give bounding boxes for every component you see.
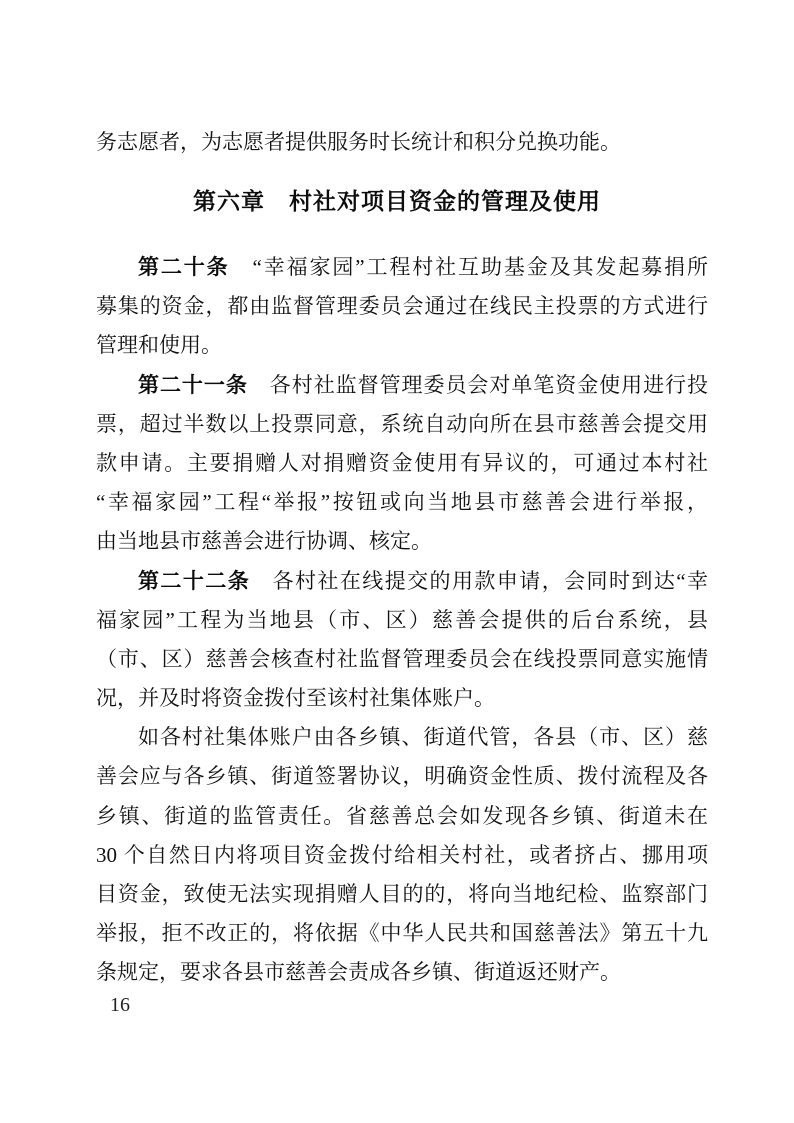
text-line [96,248,708,287]
text-line: 乡镇、街道的监管责任。省慈善总会如发现各乡镇、街道未在 [96,803,708,828]
line-text: 各村社在线提交的用款申请，会同时到达“幸 [250,568,708,593]
document-body [96,248,708,993]
text-line: 管理和使用。 [96,333,222,358]
line-text: “幸福家园”工程村社互助基金及其发起募捐所 [229,255,708,279]
paragraph-continuation-line: 务志愿者，为志愿者提供服务时长统计和积分兑换功能。 [96,130,621,154]
text-line [96,366,708,405]
text-line: 福家园”工程为当地县（市、区）慈善会提供的后台系统，县 [96,607,708,632]
page-number: 16 [110,994,130,1016]
article-number: 第二十条 [138,256,230,279]
text-line: 募集的资金，都由监督管理委员会通过在线民主投票的方式进行 [96,294,708,319]
text-line: 款申请。主要捐赠人对捐赠资金使用有异议的，可通过本村社 [96,450,708,475]
article-number: 第二十一条 [138,373,248,397]
text-line: 况，并及时将资金拨付至该村社集体账户。 [96,686,495,711]
text-line: “幸福家园”工程“举报”按钮或向当地县市慈善会进行举报， [96,490,708,515]
text-line: 30 个自然日内将项目资金拨付给相关村社，或者挤占、挪用项 [96,842,708,867]
text-line: 条规定，要求各县市慈善会责成各乡镇、街道返还财产。 [96,960,621,985]
text-line: 举报，拒不改正的，将依据《中华人民共和国慈善法》第五十九 [96,921,708,946]
line-text: 各村社监督管理委员会对单笔资金使用进行投 [247,372,709,397]
text-line [96,562,708,601]
text-line: 如各村社集体账户由各乡镇、街道代管，各县（市、区）慈 [138,725,708,750]
chapter-heading: 第六章 村社对项目资金的管理及使用 [193,188,601,214]
text-line: 票，超过半数以上投票同意，系统自动向所在县市慈善会提交用 [96,411,708,436]
article-number: 第二十二条 [138,569,251,593]
text-line: 目资金，致使无法实现捐赠人目的的，将向当地纪检、监察部门 [96,882,708,906]
text-line: （市、区）慈善会核查村社监督管理委员会在线投票同意实施情 [96,646,708,671]
text-line: 善会应与各乡镇、街道签署协议，明确资金性质、拨付流程及各 [96,764,708,789]
text-line: 由当地县市慈善会进行协调、核定。 [96,529,432,554]
